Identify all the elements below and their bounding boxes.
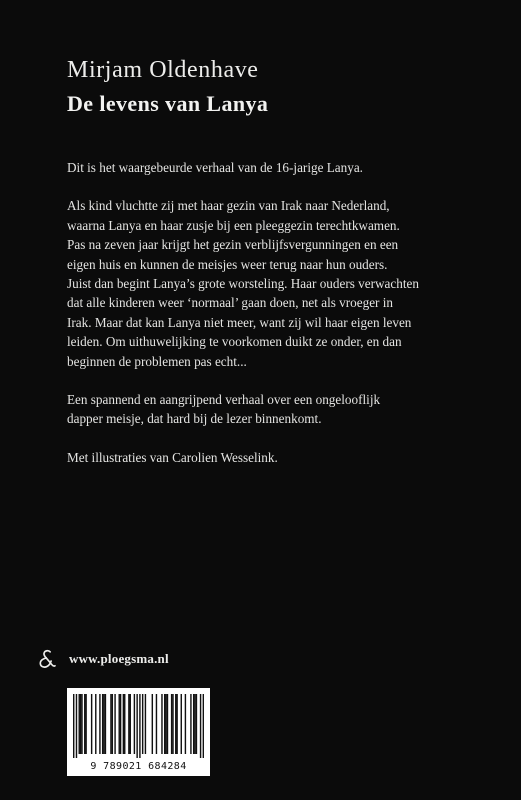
barcode-bar [120,694,121,754]
author-name: Mirjam Oldenhave [67,57,259,83]
barcode-bar [175,694,176,754]
barcode-bar [161,694,162,754]
publisher-block [35,648,169,670]
blurb-line: Juist dan begint Lanya’s grote worsteling. Haar ouders verwachten [67,276,419,292]
blurb-paragraph-4 [67,448,467,467]
barcode-bar [73,694,74,758]
barcode-bars [73,694,204,758]
barcode-bar [128,694,129,754]
barcode-bar [99,694,100,754]
barcode-bar [165,694,166,754]
blurb-line: beginnen de problemen pas echt... [67,353,247,369]
barcode-bar [91,694,92,754]
barcode-bar [200,694,201,758]
barcode-bar [123,694,124,754]
blurb-line: leiden. Om uithuwelijking te voorkomen duikt ze onder, en dan [67,334,402,350]
blurb-line: eigen huis en kunnen de meisjes weer terug naar hun ouders. [67,256,388,272]
blurb-line: Pas na zeven jaar krijgt het gezin verblijfsvergunningen en een [67,237,399,253]
barcode-bar [110,694,111,754]
blurb-paragraph-3 [67,390,467,429]
barcode-bar [134,694,135,754]
barcode-bar [103,694,104,754]
barcode-bar [136,694,137,758]
barcode-bar [176,694,177,754]
barcode-bar [105,694,106,754]
blurb-line: Dit is het waargebeurde verhaal van de 16-jarige Lanya. [67,160,363,175]
blurb-line: Irak. Maar dat kan Lanya niet meer, want zij wil haar eigen leven [67,314,412,330]
barcode-bar [156,694,157,754]
barcode-bar [196,694,197,754]
ploegsma-ampersand-logo-icon [35,648,57,670]
barcode-bar [194,694,195,754]
barcode-bar [119,694,120,754]
barcode-bar [124,694,125,754]
blurb-line: Als kind vluchtte zij met haar gezin van Irak naar Nederland, [67,198,390,214]
barcode-bar [171,694,172,754]
barcode-bar [80,694,81,754]
barcode-bar [79,694,80,754]
barcode-bar [167,694,168,754]
barcode-bar [139,694,140,758]
barcode-bar [76,694,77,758]
barcode-bar [102,694,103,754]
blurb-paragraph-1 [67,158,467,177]
barcode-bar [185,694,186,754]
barcode-bar [203,694,204,758]
blurb-line: Met illustraties van Carolien Wesselink. [67,449,278,465]
barcode-bar [95,694,96,754]
blurb-line: Een spannend en aangrijpend verhaal over een ongelooflijk [67,392,381,408]
barcode-bar [112,694,113,754]
barcode-bar [85,694,86,754]
blurb-line: waarna Lanya en haar zusje bij een pleeggezin terechtkwamen. [67,217,400,233]
barcode-bar [114,694,115,754]
publisher-website-link[interactable]: www.ploegsma.nl [69,651,169,666]
barcode-bar [81,694,82,754]
blurb-line: dapper meisje, dat hard bij de lezer binnenkomt. [67,411,322,427]
barcode-bar [193,694,194,754]
barcode-bar [181,694,182,754]
book-title: De levens van Lanya [67,91,269,116]
blurb-text [67,158,467,486]
barcode-bar [130,694,131,754]
barcode-bar [142,694,143,754]
barcode-bar [84,694,85,754]
blurb-line: dat alle kinderen weer ‘normaal’ gaan doen, net als vroeger in [67,295,393,311]
barcode-bar [145,694,146,754]
blurb-paragraph-2 [67,196,467,371]
barcode-bar [172,694,173,754]
isbn-number: 9 789021 684284 [90,761,187,772]
barcode-bar [152,694,153,754]
isbn-barcode [67,688,210,776]
barcode-bar [164,694,165,754]
barcode-bar [190,694,191,754]
